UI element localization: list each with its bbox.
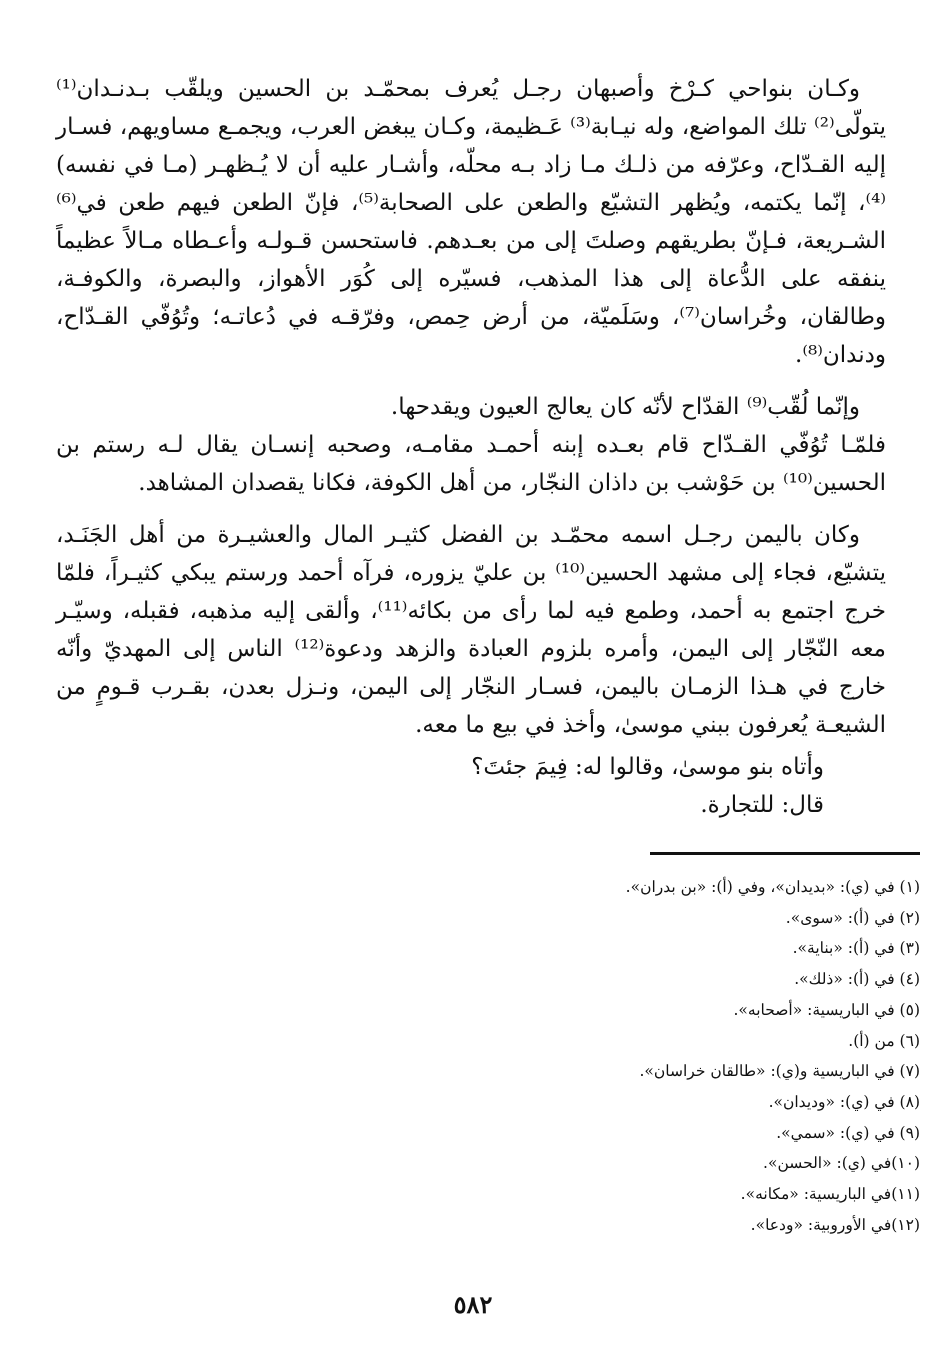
paragraph-yemen: وكان باليمن رجـل اسمه محمّـد بن الفضل كثيـر المال والعشيـرة من أهل الجَنَـد، يتشيّع، فجاء إلى مشهد الحسين⁽¹⁰⁾ بن عليّ يزوره، فرآه أحمد ورستم يبكي كثيـراً، فلمّا خرج اجتمع به أحمد، وطمع فيه لما رأى من بكائه⁽¹¹⁾، وألقى إليه مذهبه، فقبله، وسيّـر معه النّجّار إلى اليمن، وأمره بلزوم العبادة والزهد ودعوة⁽¹²⁾ الناس إلى المهديّ وأنّه خارج في هـذا الزمـان باليمن، فسـار النجّار إلى اليمن، ونـزل بعدن، بقـرب قـومٍ من الشيعـة يُعرفون ببني موسىٰ، وأخذ في بيع ما معه. (56, 522, 887, 738)
dialogue-answer: قال: للتجارة. (700, 792, 824, 818)
footnote-item: (١) في (ي): «بديدان»، وفي (أ): «بن بدران». (625, 878, 920, 896)
paragraph-dandan: وكـان بنواحي كـرْخ وأصبهان رجـل يُعرف بمحمّـد بن الحسين ويلقّب بـدنـدان⁽¹⁾ يتولّى⁽²⁾ تلك المواضع، وله نيـابة⁽³⁾ عَـظيمة، وكـان يبغض العرب، ويجمـع مساويهم، فسـار إليه القـدّاح، وعرّفه من ذلـك مـا زاد بـه محلّه، وأشـار عليه أن لا يُـظهـر (مـا في نفسه)⁽⁴⁾، إنّما يكتمه، ويُظهر التشيّع والطعن على الصحابة⁽⁵⁾، فإنّ الطعن فيهم طعن في⁽⁶⁾ الشـريعة، فـإنّ بطريقهم وصلتَ إلى من بعـدهم. فاستحسن قـولـه وأعـطاه مـالاً عظيماً ينفقه على الدُّعاة إلى هذا المذهب، فسيّره إلى كُوَر الأهواز، والبصرة، والكوفـة، وطالقان، وخُراسان⁽⁷⁾، وسَلَميّة، من أرض حِمص، وفرّقـه في دُعاتـه؛ وتُوُفّي القـدّاح، ودندان⁽⁸⁾. (56, 76, 886, 368)
footnotes-list (420, 872, 920, 1240)
page-number: ٥٨٢ (453, 1290, 493, 1319)
paragraph-ahmad-rustam: فلمّـا تُوُفّي القـدّاح قام بعـده إبنه أحمـد مقامـه، وصحبه إنسـان يقال لـه رستم بن الحسين⁽¹⁰⁾ بن حَوْشب بن داذان النجّار، من أهل الكوفة، فكانا يقصدان المشاهد. (56, 432, 886, 496)
footnote-item: (٨) في (ي): «وديدان». (768, 1092, 920, 1111)
dialogue-question: وأتاه بنو موسىٰ، وقالوا له: فِيمَ جئتَ؟ (471, 754, 824, 780)
main-text (56, 70, 886, 824)
footnote-item: (١١)في الباريسية: «مكانه». (740, 1185, 920, 1204)
paragraph-qaddah-title: وإنّما لُقّب⁽⁹⁾ القدّاح لأنّه كان يعالج العيون ويقدحها. (390, 394, 860, 420)
footnote-item: (٩) في (ي): «سمي». (776, 1123, 920, 1142)
footnote-item: (٤) في (أ): «ذلك». (794, 970, 920, 989)
footnote-item: (٦) من (أ). (848, 1031, 920, 1050)
footnote-item: (٥) في الباريسية: «أصحابه». (733, 1000, 920, 1019)
footnote-item: (١٠)في (ي): «الحسن». (763, 1154, 920, 1173)
footnote-item: (٢) في (أ): «سوى». (785, 908, 920, 927)
footnote-item: (٧) في الباريسية و(ي): «طالقان خراسان». (639, 1062, 920, 1081)
footnote-divider (650, 852, 920, 855)
footnote-item: (٣) في (أ): «بناية». (792, 939, 920, 958)
footnote-item: (١٢)في الأوروبية: «ودعا». (750, 1215, 920, 1234)
